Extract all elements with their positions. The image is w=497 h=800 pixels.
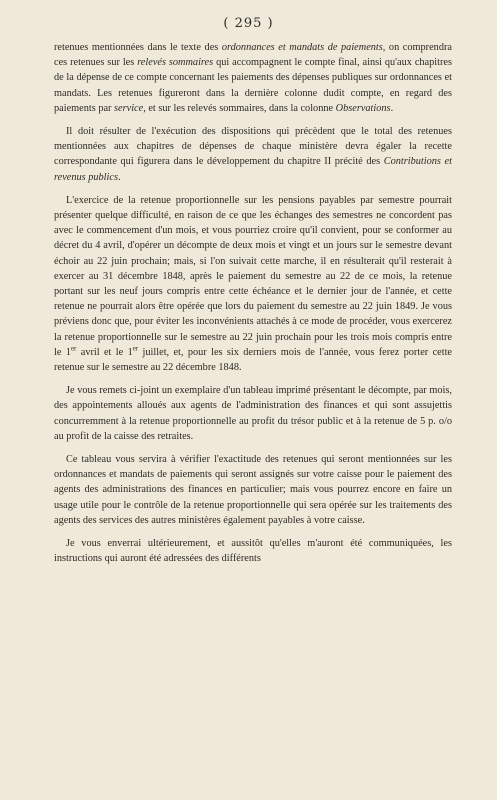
paragraph [54,124,452,185]
text-run: . [390,102,394,114]
text-run: avril et le 1 [76,346,133,358]
paragraph [54,536,452,566]
italic-text: service [114,102,144,114]
text-run: L'exercice de la retenue proportionnelle sur les pensions payables par semestre pourrait présenter quelque difficulté, en raison de ce que les échanges des semestres ne concordent pas avec le commencement d'un mois, et vous pourriez croire qu'il convient, pour se conformer au décret du 4 avril, d'opérer un décompte de deux mois et vingt et un jours sur le semestre devant échoir au 22 juin prochain; mais, si l'on suivait cette marche, il en résulterait qu'il resterait à exercer au 31 décembre 1848, après le paiement du semestre au 22 de ce mois, la retenue portant sur les neuf jours compris entre cette échéance et le dernier jour de l'année, et cette retenue ne pourrait alors être opérée que lors du paiement du semestre au 22 juin 1849. Je vous préviens donc que, pour éviter les inconvénients attachés à ce mode de procéder, vous exercerez la retenue proportionnelle sur le semestre au 22 juin prochain pour les trois mois compris entre le 1 [54,194,452,358]
text-run: . [117,171,121,183]
italic-text: Contributions et revenus publics [54,156,452,183]
text-run: Il doit résulter de l'exécution des dispositions qui précèdent que le total des retenues mentionnées aux chapitres de dépenses de chaque ministère devra égaler la recette correspondante qui figurera dans le développement du chapitre II précité des [54,126,452,168]
paragraph [54,452,452,528]
text-run: , et sur les relevés sommaires, dans la colonne [143,102,336,114]
superscript: er [132,344,139,353]
italic-text: Observations [335,102,391,114]
superscript: er [70,344,77,353]
text-run: Je vous remets ci-joint un exemplaire d'un tableau imprimé présentant le décompte, par mois, des appointements alloués aux agents de l'administration des finances et qui sont assujettis concurremment à la retenue proportionnelle au profit du trésor public et à la retenue de 5 p. o/o au profit de la caisse des retraites. [54,385,452,442]
page-number: ( 295 ) [223,16,274,31]
text-run: Ce tableau vous servira à vérifier l'exactitude des retenues qui seront mentionnées sur les ordonnances et mandats de paiements qui seront assignés sur votre caisse pour le paiement des agents des administrations des finances en particulier; mais vous pourrez encore en faire un usage utile pour le contrôle de la retenue proportionnelle qui sera opérée sur les traitements des agents des services des autres ministères également payables à votre caisse. [54,454,452,526]
paragraph [54,193,452,375]
italic-text: relevés sommaires [137,57,214,69]
italic-text: ordonnances et mandats de paiements [221,42,383,53]
body-text [54,40,452,575]
text-run: Je vous enverrai ultérieurement, et aussitôt qu'elles m'auront été communiquées, les instructions qui auront été adressées des différents [54,538,452,565]
paragraph [54,383,452,444]
text-run: , on comprendra ces retenues sur les [54,42,452,69]
paragraph [54,40,452,116]
text-run: juillet, et, pour les six derniers mois de l'année, vous ferez porter cette retenue sur le semestre au 22 décembre 1848. [54,346,453,374]
text-run: retenues mentionnées dans le texte des [54,42,222,53]
text-run: qui accompagnent le compte final, ainsi qu'aux chapitres de la dépense de ce compte concernant les paiements des dépenses publiques sur ordonnances et mandats. Les retenues figureront dans la dernière colonne dudit compte, en regard des paiements par [54,57,452,114]
